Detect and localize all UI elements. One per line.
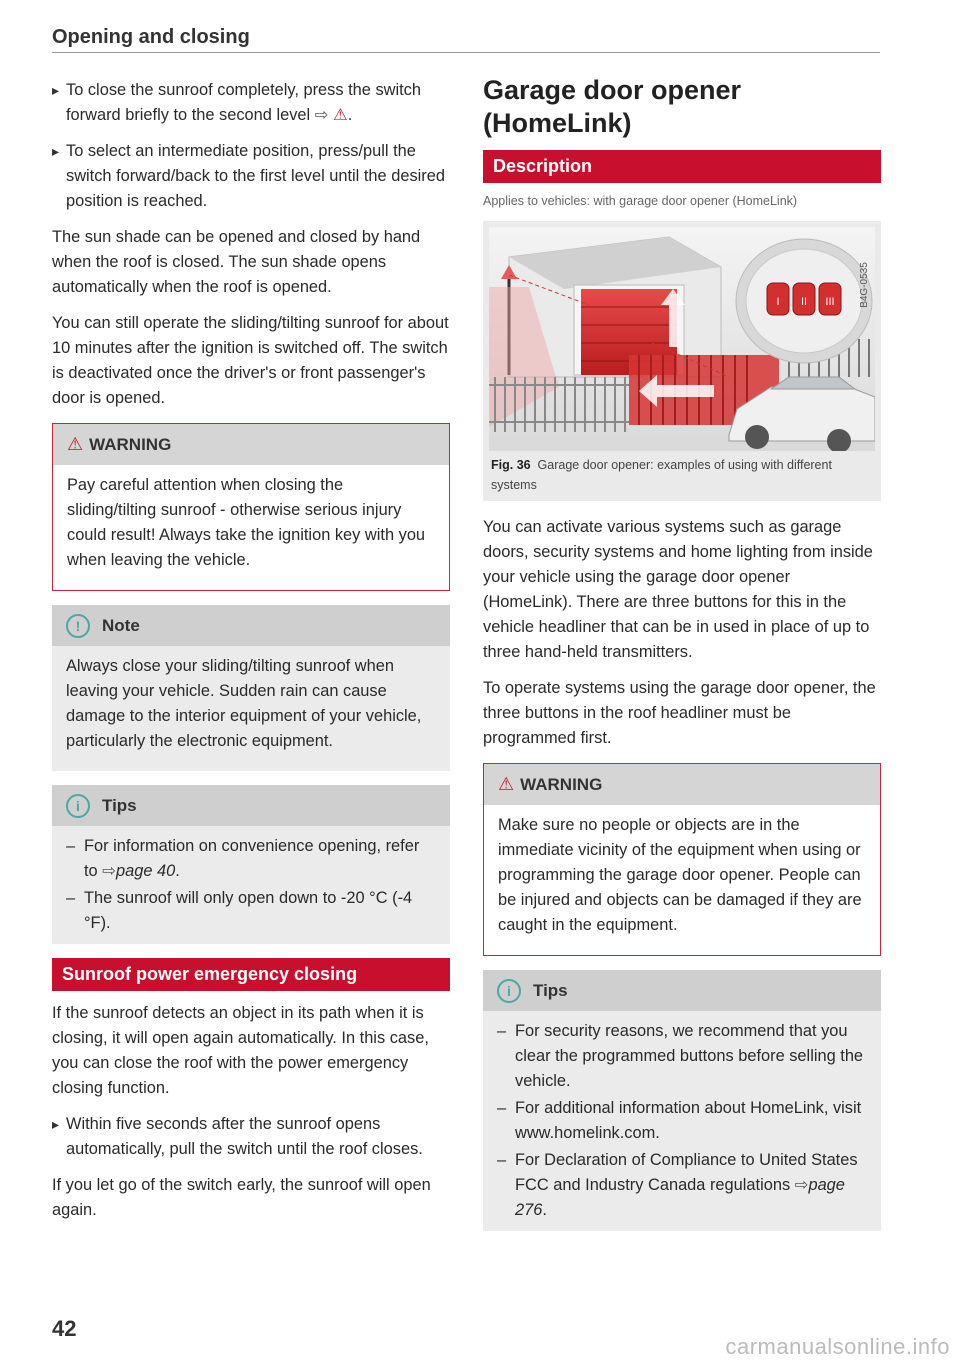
warning-header: ⚠ WARNING <box>484 764 880 805</box>
right-column <box>483 74 881 1245</box>
tips-header: i Tips <box>483 970 881 1011</box>
figure-caption: Fig. 36 Garage door opener: examples of using with different systems <box>491 458 832 492</box>
warning-triangle-icon: ⚠ <box>67 434 84 454</box>
tips-box <box>52 785 450 944</box>
warning-box <box>52 423 450 591</box>
header-rule <box>52 52 880 53</box>
paragraph-homelink-intro: You can activate various systems such as garage doors, security systems and home lighting from inside your vehicle using the garage door opener (HomeLink). There are three buttons for this in the vehicle headliner that can be in used in place of up to three hand-held transmitters. <box>483 518 873 661</box>
bullet-intermediate-position: ▸ To select an intermediate position, press/pull the switch forward/back to the first level until the desired position is reached. <box>52 139 450 214</box>
watermark: carmanualsonline.info <box>725 1334 950 1359</box>
tip-convenience-opening: – For information on convenience opening, refer to ⇨page 40. <box>66 834 436 884</box>
note-text: Always close your sliding/tilting sunroof when leaving your vehicle. Sudden rain can cause damage to the interior equipment of your vehicle, particularly the electronic equipment. <box>66 657 422 750</box>
page-reference-link[interactable]: page 40 <box>115 862 176 880</box>
paragraph-operate-after-ignition: You can still operate the sliding/tilting sunroof for about 10 minutes after the ignition is switched off. The switch is deactivated once the driver's or front passenger's door is opened. <box>52 314 449 407</box>
bullet-close-sunroof: ▸ To close the sunroof completely, press the switch forward briefly to the second level ⇨ ⚠. <box>52 78 450 128</box>
left-column <box>52 78 450 1234</box>
applies-to-note: Applies to vehicles: with garage door opener (HomeLink) <box>483 194 798 208</box>
figure-code: B4G-0535 <box>859 262 870 308</box>
tip-homelink-website: – For additional information about HomeLink, visit www.homelink.com. <box>497 1096 867 1146</box>
svg-text:III: III <box>825 296 835 308</box>
arrow-icon: ⇨ <box>102 862 116 880</box>
info-circle-icon: i <box>66 794 90 818</box>
note-header: ! Note <box>52 605 450 646</box>
note-box <box>52 605 450 771</box>
svg-text:II: II <box>800 296 808 308</box>
paragraph-let-go-early: If you let go of the switch early, the sunroof will open again. <box>52 1176 431 1219</box>
page-number: 42 <box>52 1316 77 1341</box>
page-reference-link[interactable]: page 276 <box>515 1176 845 1219</box>
bullet-pull-switch: ▸ Within five seconds after the sunroof opens automatically, pull the switch until the roof closes. <box>52 1112 450 1162</box>
tips-box-homelink <box>483 970 881 1231</box>
info-circle-icon: i <box>497 979 521 1003</box>
paragraph-programming-required: To operate systems using the garage door opener, the three buttons in the roof headliner must be programmed first. <box>483 679 876 747</box>
arrow-icon: ⇨ <box>314 106 329 124</box>
warning-text: Pay careful attention when closing the sliding/tilting sunroof - otherwise serious injury could result! Always take the ignition key with you when leaving the vehicle. <box>67 476 426 569</box>
arrow-icon: ⇨ <box>794 1176 809 1194</box>
warning-triangle-icon: ⚠ <box>498 774 515 794</box>
warning-text: Make sure no people or objects are in the immediate vicinity of the equipment when using or programming the garage door opener. People can be injured and objects can be damaged if they are caught in the equipment. <box>498 816 862 934</box>
page-title: Garage door opener (HomeLink) <box>483 75 742 138</box>
section-title-emergency-closing: Sunroof power emergency closing <box>52 958 450 991</box>
tip-fcc-compliance: – For Declaration of Compliance to United States FCC and Industry Canada regulations ⇨page 276. <box>497 1148 867 1223</box>
exclamation-circle-icon: ! <box>66 614 90 638</box>
section-title-description: Description <box>483 150 881 183</box>
paragraph-sun-shade: The sun shade can be opened and closed by hand when the roof is closed. The sun shade opens automatically when the roof is opened. <box>52 228 421 296</box>
svg-text:I: I <box>776 296 780 308</box>
tip-temperature-limit: – The sunroof will only open down to -20 °C (-4 °F). <box>66 886 436 936</box>
warning-box-homelink <box>483 763 881 956</box>
paragraph-object-detection: If the sunroof detects an object in its path when it is closing, it will open again automatically. In this case, you can close the roof with the power emergency closing function. <box>52 1004 429 1097</box>
tip-clear-buttons: – For security reasons, we recommend that you clear the programmed buttons before selling the vehicle. <box>497 1019 867 1094</box>
warning-triangle-icon: ⚠ <box>333 106 348 124</box>
warning-header: ⚠ WARNING <box>53 424 449 465</box>
garage-door-illustration <box>489 227 875 451</box>
running-head: Opening and closing <box>52 26 250 48</box>
tips-header: i Tips <box>52 785 450 826</box>
figure-36 <box>483 221 881 501</box>
